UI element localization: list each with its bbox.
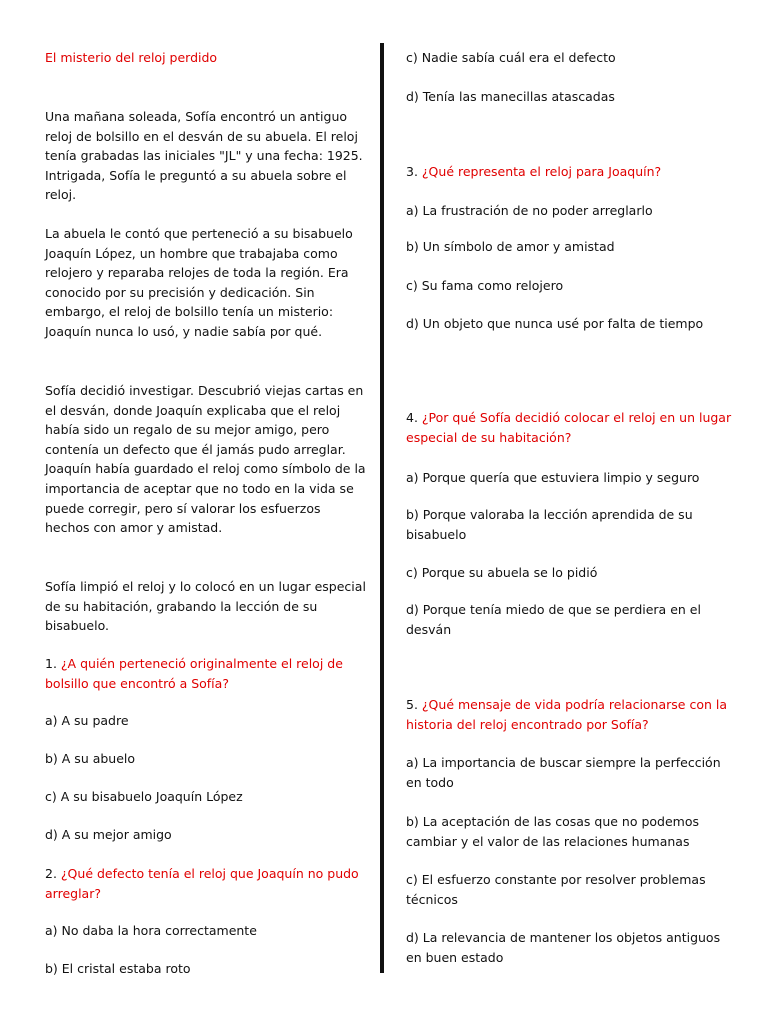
story-paragraph-4: Sofía limpió el reloj y lo colocó en un lugar especial de su habitación, grabando la lección de su bisabuelo. — [45, 579, 366, 634]
question-5-option-a: a) La importancia de buscar siempre la perfección en todo — [406, 755, 721, 790]
question-2-option-d: d) Tenía las manecillas atascadas — [406, 89, 615, 104]
story-title: El misterio del reloj perdido — [45, 50, 218, 65]
question-2-option-a: a) No daba la hora correctamente — [45, 923, 257, 938]
question-5 — [406, 695, 738, 734]
question-1-text: ¿A quién perteneció originalmente el reloj de bolsillo que encontró a Sofía? — [45, 656, 343, 691]
question-1-option-d: d) A su mejor amigo — [45, 827, 172, 842]
question-4-option-b: b) Porque valoraba la lección aprendida de su bisabuelo — [406, 507, 693, 542]
question-3-option-d: d) Un objeto que nunca usé por falta de tiempo — [406, 316, 704, 331]
column-divider — [380, 43, 384, 973]
question-3 — [406, 162, 738, 182]
question-1-number: 1. — [45, 656, 57, 671]
question-1-option-c: c) A su bisabuelo Joaquín López — [45, 789, 243, 804]
story-paragraph-1: Una mañana soleada, Sofía encontró un antiguo reloj de bolsillo en el desván de su abuela. El reloj tenía grabadas las iniciales "JL" y una fecha: 1925. Intrigada, Sofía le preguntó a su abuela sobre el reloj. — [45, 109, 363, 203]
question-3-option-a: a) La frustración de no poder arreglarlo — [406, 203, 653, 218]
question-2-text: ¿Qué defecto tenía el reloj que Joaquín no pudo arreglar? — [45, 866, 359, 901]
question-3-option-c: c) Su fama como relojero — [406, 278, 564, 293]
question-1-option-a: a) A su padre — [45, 713, 129, 728]
question-4 — [406, 408, 738, 447]
question-3-option-b: b) Un símbolo de amor y amistad — [406, 239, 615, 254]
question-2-option-c: c) Nadie sabía cuál era el defecto — [406, 50, 616, 65]
question-2-number: 2. — [45, 866, 57, 881]
question-4-text: ¿Por qué Sofía decidió colocar el reloj en un lugar especial de su habitación? — [406, 410, 732, 445]
story-paragraph-2: La abuela le contó que perteneció a su bisabuelo Joaquín López, un hombre que trabajaba como relojero y reparaba relojes de toda la región. Era conocido por su precisión y dedicación. Sin embargo, el reloj de bolsillo tenía un misterio: Joaquín nunca lo usó, y nadie sabía por qué. — [45, 226, 353, 339]
question-4-number: 4. — [406, 410, 418, 425]
question-5-option-d: d) La relevancia de mantener los objetos antiguos en buen estado — [406, 930, 721, 965]
question-5-option-b: b) La aceptación de las cosas que no podemos cambiar y el valor de las relaciones humanas — [406, 814, 699, 849]
question-4-option-c: c) Porque su abuela se lo pidió — [406, 565, 598, 580]
question-2 — [45, 864, 367, 903]
question-5-number: 5. — [406, 697, 418, 712]
question-5-text: ¿Qué mensaje de vida podría relacionarse con la historia del reloj encontrado por Sofía? — [406, 697, 728, 732]
question-5-option-c: c) El esfuerzo constante por resolver problemas técnicos — [406, 872, 706, 907]
question-4-option-a: a) Porque quería que estuviera limpio y seguro — [406, 470, 700, 485]
question-3-text: ¿Qué representa el reloj para Joaquín? — [421, 164, 662, 179]
question-2-option-b: b) El cristal estaba roto — [45, 961, 191, 976]
question-4-option-d: d) Porque tenía miedo de que se perdiera en el desván — [406, 602, 701, 637]
story-paragraph-3: Sofía decidió investigar. Descubrió viejas cartas en el desván, donde Joaquín explicaba que el reloj había sido un regalo de su mejor amigo, pero contenía un defecto que él jamás pudo arreglar. Joaquín había guardado el reloj como símbolo de la importancia de aceptar que no todo en la vida se puede corregir, pero sí valorar los esfuerzos hechos con amor y amistad. — [45, 383, 366, 536]
question-1 — [45, 654, 367, 693]
question-1-option-b: b) A su abuelo — [45, 751, 136, 766]
question-3-number: 3. — [406, 164, 418, 179]
